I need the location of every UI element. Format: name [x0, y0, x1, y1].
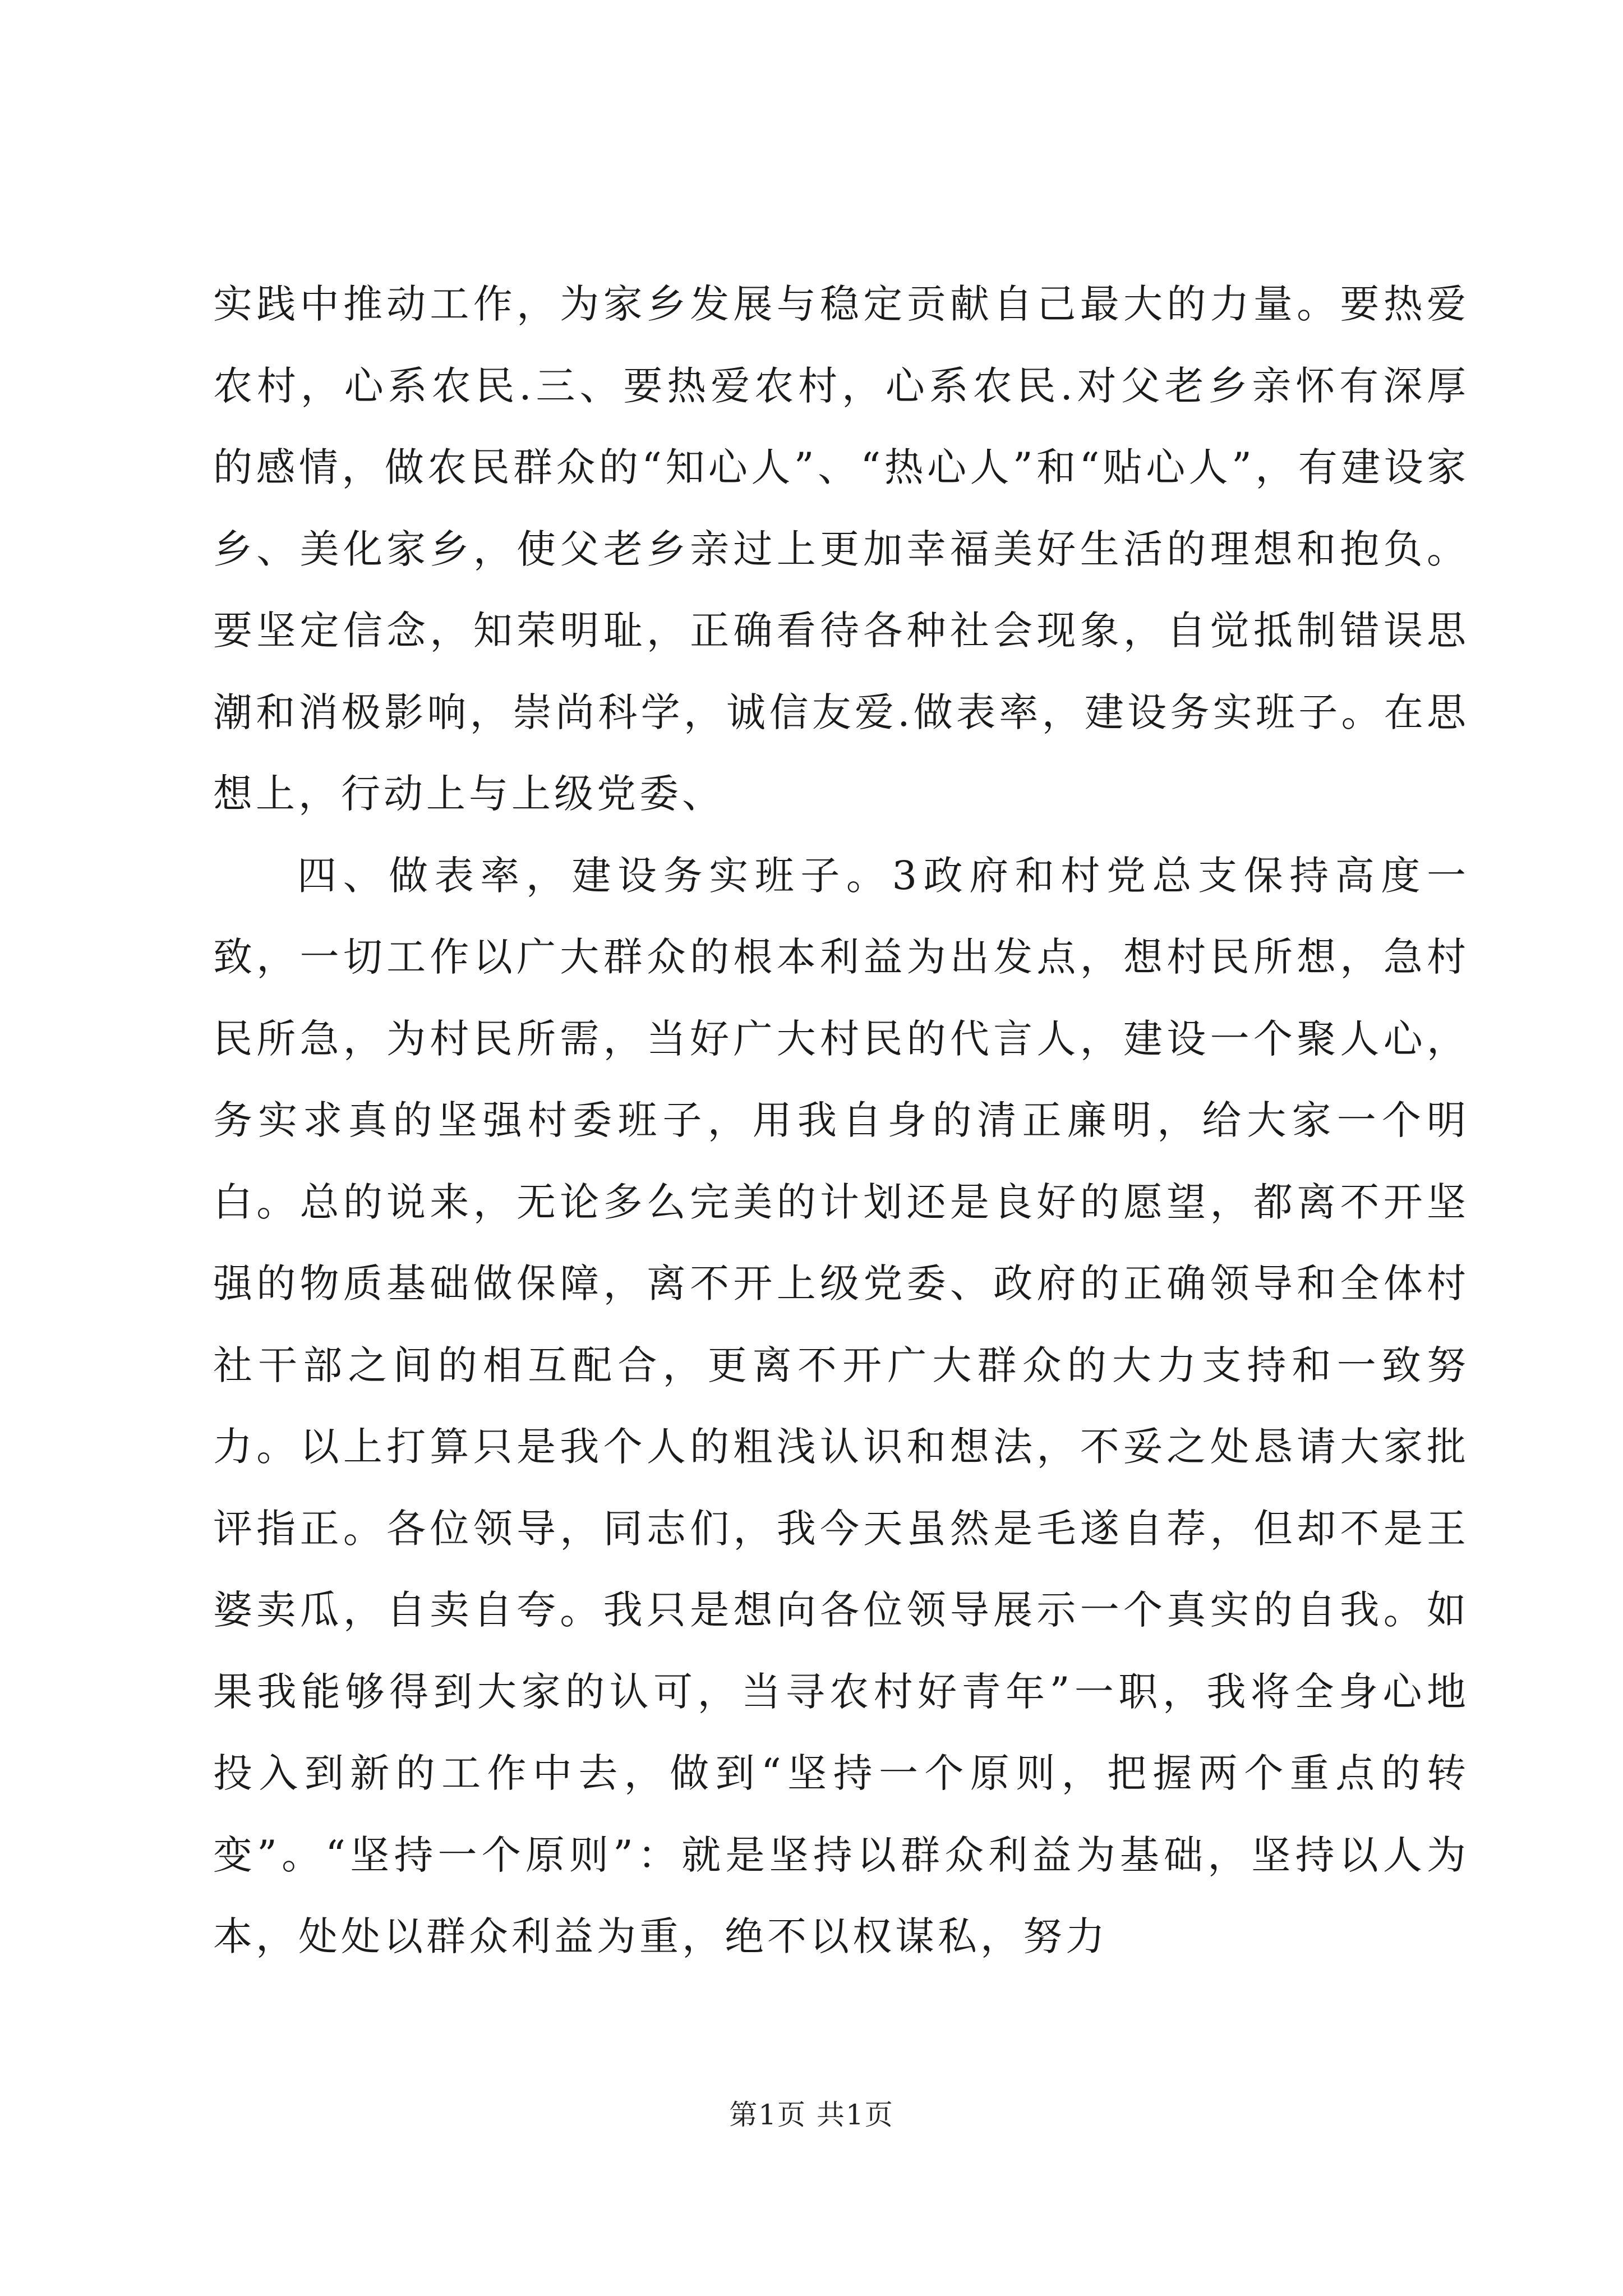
paragraph-1: 实践中推动工作，为家乡发展与稳定贡献自己最大的力量。要热爱农村，心系农民.三、要热爱农村，心系农民.对父老乡亲怀有深厚的感情，做农民群众的“知心人”、“热心人”和“贴心人”，有建设家乡、美化家乡，使父老乡亲过上更加幸福美好生活的理想和抱负。要坚定信念，知荣明耻，正确看待各种社会现象，自觉抵制错误思潮和消极影响，崇尚科学，诚信友爱.做表率，建设务实班子。在思想上，行动上与上级党委、	[213, 281, 1469, 817]
document-body	[213, 264, 1469, 1978]
page-footer: 第1页 共1页	[729, 2099, 894, 2131]
paragraph-2: 四、做表率，建设务实班子。3政府和村党总支保持高度一致，一切工作以广大群众的根本利益为出发点，想村民所想，急村民所急，为村民所需，当好广大村民的代言人，建设一个聚人心，务实求真的坚强村委班子，用我自身的清正廉明，给大家一个明白。总的说来，无论多么完美的计划还是良好的愿望，都离不开坚强的物质基础做保障，离不开上级党委、政府的正确领导和全体村社干部之间的相互配合，更离不开广大群众的大力支持和一致努力。以上打算只是我个人的粗浅认识和想法，不妥之处恳请大家批评指正。各位领导，同志们，我今天虽然是毛遂自荐，但却不是王婆卖瓜，自卖自夸。我只是想向各位领导展示一个真实的自我。如果我能够得到大家的认可，当寻农村好青年”一职，我将全身心地投入到新的工作中去，做到“坚持一个原则，把握两个重点的转变”。“坚持一个原则”：就是坚持以群众利益为基础，坚持以人为本，处处以群众利益为重，绝不以权谋私，努力	[213, 852, 1469, 1959]
